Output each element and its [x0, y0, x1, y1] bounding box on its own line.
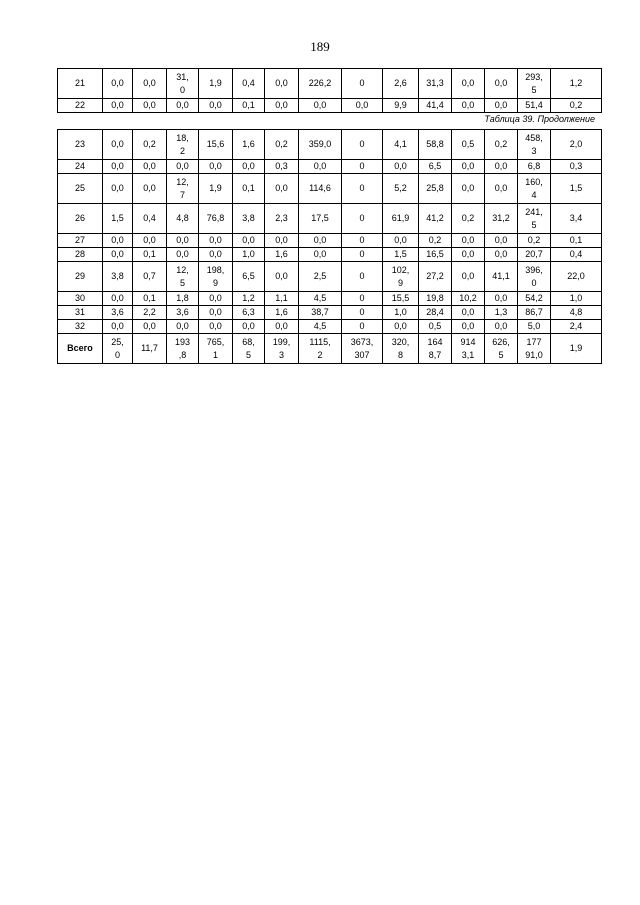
table-cell: 1,1	[265, 292, 299, 306]
table-cell: 0,1	[551, 234, 602, 248]
table-cell: 0,0	[485, 248, 518, 262]
table-cell: 160, 4	[518, 174, 551, 204]
table-cell: 0,0	[299, 160, 342, 174]
table-cell: 164 8,7	[419, 334, 452, 364]
table-cell: 0,5	[419, 320, 452, 334]
table-cell: 0,0	[133, 99, 167, 113]
table-cell: 58,8	[419, 130, 452, 160]
table-cell: 0	[342, 69, 383, 99]
table-cell: 0	[342, 306, 383, 320]
table-cell: 0,2	[133, 130, 167, 160]
table-cell: 458, 3	[518, 130, 551, 160]
table-cell: 61,9	[383, 204, 419, 234]
table-cell: 16,5	[419, 248, 452, 262]
table-cell: 0,0	[383, 160, 419, 174]
table-cell: 1,3	[485, 306, 518, 320]
table-cell: 0,0	[485, 292, 518, 306]
table-cell: 4,1	[383, 130, 419, 160]
table-cell: 0,2	[551, 99, 602, 113]
table-cell: 914 3,1	[452, 334, 485, 364]
row-label-cell: 30	[58, 292, 103, 306]
table-cell: 0	[342, 160, 383, 174]
table-cell: 0,1	[133, 292, 167, 306]
table-cell: 0,0	[103, 320, 133, 334]
table-cell: 2,4	[551, 320, 602, 334]
table-row	[58, 320, 602, 334]
table-cell: 1,6	[233, 130, 265, 160]
table-cell: 114,6	[299, 174, 342, 204]
row-label-cell: 28	[58, 248, 103, 262]
table-cell: 0,0	[103, 292, 133, 306]
table-cell: 0,0	[265, 262, 299, 292]
table-cell: 12, 5	[167, 262, 199, 292]
table-row	[58, 234, 602, 248]
table-cell: 0,0	[199, 292, 233, 306]
table-cell: 1,2	[551, 69, 602, 99]
table-row	[58, 99, 602, 113]
table-cell: 320, 8	[383, 334, 419, 364]
table-cell: 0,2	[419, 234, 452, 248]
table-cell: 0,0	[199, 160, 233, 174]
page-number: 189	[310, 39, 330, 54]
table-cell: 3,6	[167, 306, 199, 320]
table-cell: 86,7	[518, 306, 551, 320]
table-cell: 0,0	[167, 160, 199, 174]
table-row	[58, 334, 602, 364]
table-cell: 4,5	[299, 320, 342, 334]
table-cell: 0,0	[233, 234, 265, 248]
table-cell: 0	[342, 130, 383, 160]
table-cell: 51,4	[518, 99, 551, 113]
table-cell: 12, 7	[167, 174, 199, 204]
table-cell: 102, 9	[383, 262, 419, 292]
table-cell: 198, 9	[199, 262, 233, 292]
table-cell: 4,5	[299, 292, 342, 306]
table-row	[58, 262, 602, 292]
table-cell: 1,0	[233, 248, 265, 262]
table-cell: 11,7	[133, 334, 167, 364]
table-cell: 226,2	[299, 69, 342, 99]
table-cell: 0,0	[485, 69, 518, 99]
table-cell: 0,0	[167, 320, 199, 334]
table-cell: 0,4	[133, 204, 167, 234]
table-cell: 0,0	[452, 306, 485, 320]
table-cell: 0,0	[265, 69, 299, 99]
table-cell: 28,4	[419, 306, 452, 320]
table-cell: 0,1	[233, 99, 265, 113]
row-label-cell: Всего	[58, 334, 103, 364]
table-cell: 25,8	[419, 174, 452, 204]
table-cell: 2,3	[265, 204, 299, 234]
table-cell: 0,0	[452, 99, 485, 113]
table-cell: 2,6	[383, 69, 419, 99]
table-cell: 199, 3	[265, 334, 299, 364]
table-cell: 0	[342, 204, 383, 234]
table-cell: 0,4	[233, 69, 265, 99]
table-cell: 0,0	[452, 174, 485, 204]
table-cell: 68, 5	[233, 334, 265, 364]
table-cell: 0,0	[485, 99, 518, 113]
table-cell: 1,5	[551, 174, 602, 204]
row-label-cell: 31	[58, 306, 103, 320]
table-cell: 0,5	[452, 130, 485, 160]
table-cell: 0,2	[485, 130, 518, 160]
table-cell: 6,5	[233, 262, 265, 292]
row-label-cell: 21	[58, 69, 103, 99]
row-label-cell: 23	[58, 130, 103, 160]
row-label-cell: 22	[58, 99, 103, 113]
table-cell: 193 ,8	[167, 334, 199, 364]
table-cell: 0,0	[103, 130, 133, 160]
table-row	[58, 248, 602, 262]
table-cell: 0,0	[199, 320, 233, 334]
table-cell: 41,2	[419, 204, 452, 234]
table-cell: 0,0	[103, 174, 133, 204]
table-row	[58, 160, 602, 174]
table-cell: 20,7	[518, 248, 551, 262]
table-cell: 0,0	[383, 234, 419, 248]
table-cell: 0	[342, 174, 383, 204]
table-cell: 3,6	[103, 306, 133, 320]
table-cell: 0	[342, 320, 383, 334]
table-cell: 0,0	[383, 320, 419, 334]
table-cell: 0,0	[452, 320, 485, 334]
table-cell: 0	[342, 292, 383, 306]
table-cell: 0,0	[299, 234, 342, 248]
table-cell: 0,0	[103, 69, 133, 99]
row-label-cell: 25	[58, 174, 103, 204]
row-label-cell: 29	[58, 262, 103, 292]
table-cell: 0,3	[551, 160, 602, 174]
table-cell: 0,0	[103, 234, 133, 248]
table-cell: 31, 0	[167, 69, 199, 99]
table-cell: 10,2	[452, 292, 485, 306]
table-cell: 1,6	[265, 306, 299, 320]
table-cell: 0,0	[299, 99, 342, 113]
table-cell: 0,0	[452, 248, 485, 262]
table-cell: 0,0	[133, 234, 167, 248]
table-cell: 0,0	[103, 248, 133, 262]
table-cell: 0,0	[133, 160, 167, 174]
table-cell: 0,0	[265, 99, 299, 113]
table-cell: 1,9	[199, 69, 233, 99]
table-cell: 0	[342, 262, 383, 292]
table-cell: 0,0	[133, 69, 167, 99]
table-cell: 3,4	[551, 204, 602, 234]
row-label-cell: 27	[58, 234, 103, 248]
table-cell: 0,0	[199, 234, 233, 248]
table-row	[58, 292, 602, 306]
table-cell: 0,0	[452, 160, 485, 174]
table-cell: 0,0	[485, 320, 518, 334]
table-cell: 41,1	[485, 262, 518, 292]
table-cell: 54,2	[518, 292, 551, 306]
table-cell: 1,8	[167, 292, 199, 306]
table-cell: 18, 2	[167, 130, 199, 160]
table-cell: 22,0	[551, 262, 602, 292]
table-cell: 15,6	[199, 130, 233, 160]
table-cell: 3,8	[103, 262, 133, 292]
table-row	[58, 306, 602, 320]
table-cell: 0,0	[265, 320, 299, 334]
table-row	[58, 69, 602, 99]
table-cell: 626, 5	[485, 334, 518, 364]
table-cell: 1,0	[551, 292, 602, 306]
table-cell: 0,4	[551, 248, 602, 262]
table-cell: 0,0	[199, 248, 233, 262]
table-cell: 0,0	[265, 174, 299, 204]
table-cell: 765, 1	[199, 334, 233, 364]
table-cell: 0,0	[233, 160, 265, 174]
row-label-cell: 26	[58, 204, 103, 234]
table-cell: 38,7	[299, 306, 342, 320]
table-cell: 17,5	[299, 204, 342, 234]
table-cell: 5,2	[383, 174, 419, 204]
table-cell: 0,0	[133, 174, 167, 204]
table-cell: 0,0	[485, 160, 518, 174]
table-row	[58, 204, 602, 234]
row-label-cell: 32	[58, 320, 103, 334]
table-cell: 293, 5	[518, 69, 551, 99]
table-cell: 6,5	[419, 160, 452, 174]
table-cell: 25, 0	[103, 334, 133, 364]
table-cell: 241, 5	[518, 204, 551, 234]
table-cell: 76,8	[199, 204, 233, 234]
table-cell: 177 91,0	[518, 334, 551, 364]
table-cell: 359,0	[299, 130, 342, 160]
table-cell: 1,5	[103, 204, 133, 234]
table-cell: 396, 0	[518, 262, 551, 292]
table-cell: 4,8	[167, 204, 199, 234]
table-caption: Таблица 39. Продолжение	[484, 114, 595, 124]
table-cell: 6,8	[518, 160, 551, 174]
table-cell: 27,2	[419, 262, 452, 292]
table-cell: 6,3	[233, 306, 265, 320]
table-cell: 0,0	[199, 306, 233, 320]
table-cell: 2,5	[299, 262, 342, 292]
table-cell: 0,0	[485, 174, 518, 204]
table-cell: 15,5	[383, 292, 419, 306]
table-cell: 2,0	[551, 130, 602, 160]
table-cell: 0,2	[452, 204, 485, 234]
table-cell: 2,2	[133, 306, 167, 320]
table-cell: 1115, 2	[299, 334, 342, 364]
table-cell: 0,7	[133, 262, 167, 292]
data-table-top	[57, 68, 602, 113]
table-cell: 0,0	[342, 99, 383, 113]
data-table-main	[57, 129, 602, 364]
table-cell: 31,2	[485, 204, 518, 234]
table-cell: 1,5	[383, 248, 419, 262]
table-cell: 0,0	[452, 69, 485, 99]
table-cell: 4,8	[551, 306, 602, 320]
table-cell: 3,8	[233, 204, 265, 234]
table-cell: 0,1	[233, 174, 265, 204]
table-cell: 0,1	[133, 248, 167, 262]
table-cell: 0,0	[133, 320, 167, 334]
table-cell: 0	[342, 234, 383, 248]
table-cell: 0,0	[233, 320, 265, 334]
table-cell: 1,2	[233, 292, 265, 306]
table-cell: 1,9	[551, 334, 602, 364]
table-cell: 0,0	[199, 99, 233, 113]
table-cell: 0,3	[265, 160, 299, 174]
table-cell: 1,9	[199, 174, 233, 204]
table-cell: 0,0	[167, 248, 199, 262]
table-cell: 19,8	[419, 292, 452, 306]
table-cell: 0,0	[265, 234, 299, 248]
table-cell: 0,0	[103, 99, 133, 113]
table-cell: 1,0	[383, 306, 419, 320]
table-cell: 0	[342, 248, 383, 262]
table-cell: 31,3	[419, 69, 452, 99]
table-cell: 0,0	[167, 234, 199, 248]
table-cell: 41,4	[419, 99, 452, 113]
row-label-cell: 24	[58, 160, 103, 174]
table-cell: 0,0	[299, 248, 342, 262]
table-cell: 0,2	[518, 234, 551, 248]
table-cell: 9,9	[383, 99, 419, 113]
table-cell: 0,0	[103, 160, 133, 174]
table-cell: 0,0	[452, 234, 485, 248]
table-row	[58, 174, 602, 204]
table-cell: 0,0	[167, 99, 199, 113]
table-cell: 5,0	[518, 320, 551, 334]
table-cell: 0,0	[452, 262, 485, 292]
table-cell: 3673, 307	[342, 334, 383, 364]
table-cell: 0,2	[265, 130, 299, 160]
table-cell: 0,0	[485, 234, 518, 248]
table-cell: 1,6	[265, 248, 299, 262]
table-row	[58, 130, 602, 160]
